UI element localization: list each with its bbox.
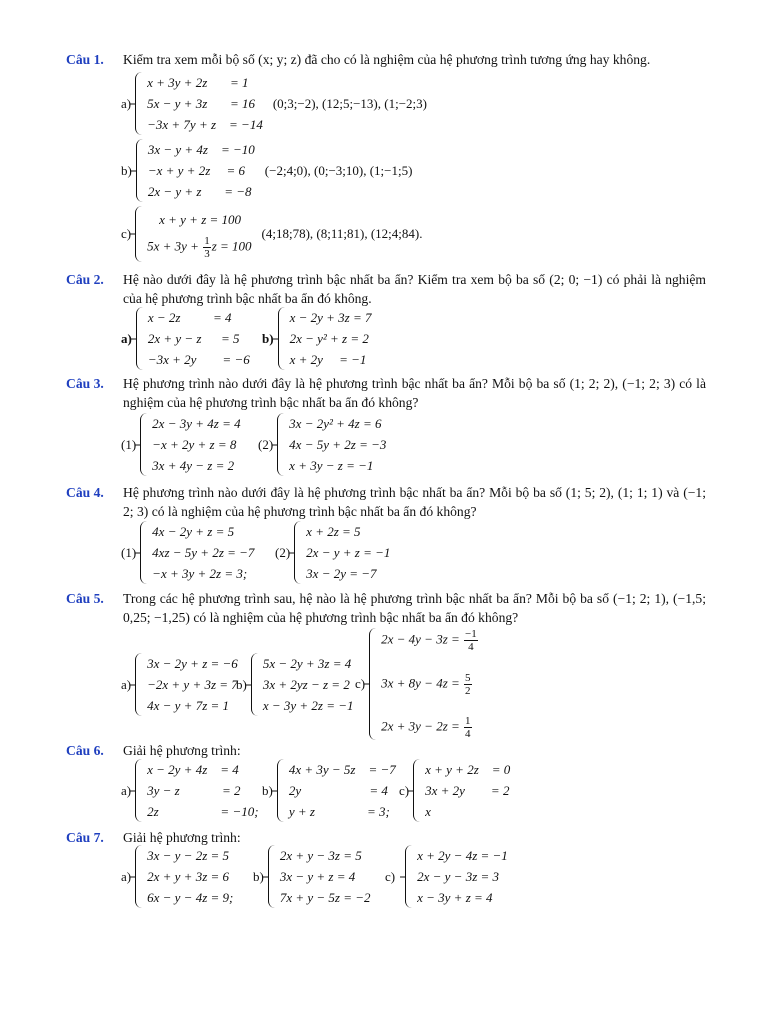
part-label: a) <box>121 676 132 692</box>
question-2 <box>66 270 706 308</box>
q6-part-b <box>262 759 396 822</box>
left-brace <box>135 206 144 262</box>
part-label: a) <box>121 782 132 798</box>
equation: 2x + 3y − 2z = $\frac{1}{4}$ <box>381 715 471 740</box>
left-brace <box>136 139 145 202</box>
equation: 3x − y + 4z = −10 <box>147 142 255 157</box>
equation: x − 2y + 4z = 4 <box>147 762 239 777</box>
equation: −3x + 7y + z = −14 <box>147 117 263 132</box>
left-brace <box>268 845 277 908</box>
part-label: c) <box>385 868 396 884</box>
part-label: b) <box>253 868 264 884</box>
equation: 2x − 3y + 4z = 4 <box>152 416 241 431</box>
equation: 7x + y − 5z = −2 <box>279 890 371 905</box>
equation-system <box>135 759 258 822</box>
question-label: Câu 1. <box>66 52 104 67</box>
equation: 3x − 2y = −7 <box>306 566 377 581</box>
part-label: (1) <box>121 436 137 452</box>
part-label: b) <box>121 162 132 178</box>
equation: 2x + y + 3z = 6 <box>147 869 230 884</box>
question-label: Câu 3. <box>66 376 104 391</box>
equation-system <box>413 759 510 822</box>
equation: 3x − 2y² + 4z = 6 <box>289 416 382 431</box>
fraction: $\frac{-1}{4}$ <box>465 628 477 653</box>
question-3 <box>66 374 706 412</box>
q6-part-a <box>121 759 259 822</box>
fraction: $\frac{5}{2}$ <box>465 671 471 697</box>
equation: x + y + 2z = 0 <box>425 762 511 777</box>
q1-part-b <box>121 139 412 202</box>
equation: 2x − y + z = −1 <box>306 545 391 560</box>
equation: −x + 2y + z = 8 <box>152 437 237 452</box>
part-label: c) <box>399 782 410 798</box>
question-label: Câu 4. <box>66 485 104 500</box>
equation: x − 2z = 4 <box>147 310 232 325</box>
q5-part-c <box>355 628 479 740</box>
equation: x + 2y − 4z = −1 <box>417 848 508 863</box>
part-label: (2) <box>258 436 274 452</box>
equation: 3x − 2y + z = −6 <box>147 656 238 671</box>
fraction: $\frac{1}{3}$ <box>204 234 210 260</box>
left-brace <box>135 759 144 822</box>
part-label: b) <box>262 782 273 798</box>
equation-system <box>136 139 255 202</box>
equation: 3x + 8y − 4z = $\frac{5}{2}$ <box>381 671 471 697</box>
equation: −x + y + 2z = 6 <box>147 163 246 178</box>
part-label: b) <box>236 676 247 692</box>
left-brace <box>140 521 149 584</box>
left-brace <box>277 413 286 476</box>
equation-system <box>136 307 250 370</box>
q5-part-a <box>121 653 238 716</box>
question-label: Câu 2. <box>66 272 104 287</box>
equation: −x + 3y + 2z = 3; <box>152 566 248 581</box>
equation: 4x − 5y + 2z = −3 <box>289 437 387 452</box>
part-label: a) <box>121 95 132 111</box>
question-text: Hệ phương trình nào dưới đây là hệ phương trình bậc nhất ba ẩn? Mỗi bộ ba số (1; 5; 2), (1; 1; 1) và (−1; 2; 3) có là nghiệm của hệ phương trình bậc nhất ba ẩn đó không? <box>123 485 706 519</box>
question-text: Giải hệ phương trình: <box>123 743 241 758</box>
question-label: Câu 5. <box>66 591 104 606</box>
equation-system <box>277 759 396 822</box>
q4-system-2 <box>275 521 390 584</box>
left-brace <box>140 413 149 476</box>
equation: x + y + z = 100 <box>159 211 242 227</box>
candidate-points: (0;3;−2), (12;5;−13), (1;−2;3) <box>272 95 427 111</box>
q2-part-a <box>121 307 250 370</box>
q2-part-b <box>262 307 371 370</box>
equation-system <box>369 628 479 740</box>
equation: 2x − y² + z = 2 <box>289 331 369 346</box>
part-label: a) <box>121 868 132 884</box>
question-text: Trong các hệ phương trình sau, hệ nào là hệ phương trình bậc nhất ba ẩn? Mỗi bộ ba số (−1; 2; 1), (−1,5; 0,25; −1,25) có là nghiệm của hệ phương trình bậc nhất ba ẩn đó không? <box>123 591 706 625</box>
equation: 4xz − 5y + 2z = −7 <box>152 545 255 560</box>
equation: 2x + y − 3z = 5 <box>279 848 362 863</box>
equation: x <box>425 804 431 819</box>
part-label: c) <box>121 226 132 241</box>
part-label: (1) <box>121 544 137 560</box>
question-text: Hệ phương trình nào dưới đây là hệ phương trình bậc nhất ba ẩn? Mỗi bộ ba số (1; 2; 2), (−1; 2; 3) có là nghiệm của hệ phương trình bậc nhất ba ẩn đó không? <box>123 376 706 410</box>
q5-part-b <box>236 653 354 716</box>
equation: 4x + 3y − 5z = −7 <box>288 762 396 777</box>
part-label: (2) <box>275 544 291 560</box>
equation: 2z = −10; <box>147 804 259 819</box>
q7-part-b <box>253 845 371 908</box>
equation-system <box>251 653 354 716</box>
equation: 2x − y − 3z = 3 <box>417 869 500 884</box>
equation: x − 3y + 2z = −1 <box>262 698 354 713</box>
left-brace <box>136 307 145 370</box>
equation: 4x − y + 7z = 1 <box>147 698 230 713</box>
left-brace <box>413 759 422 822</box>
equation-system <box>405 845 508 908</box>
equation: x + 2y = −1 <box>289 352 367 367</box>
equation: 3x + 2yz − z = 2 <box>262 677 350 692</box>
equation: −2x + y + 3z = 7 <box>147 677 238 692</box>
equation-system <box>140 521 254 584</box>
candidate-points: (−2;4;0), (0;−3;10), (1;−1;5) <box>264 162 413 178</box>
left-brace <box>278 307 287 370</box>
equation: x − 2y + 3z = 7 <box>289 310 372 325</box>
equation: x + 3y − z = −1 <box>289 458 374 473</box>
left-brace <box>277 759 286 822</box>
equation: 5x − 2y + 3z = 4 <box>262 656 352 671</box>
equation-system <box>135 206 251 262</box>
equation-system <box>135 653 238 716</box>
q1-part-c <box>121 206 422 262</box>
equation-system <box>294 521 390 584</box>
equation: 2y = 4 <box>288 783 388 798</box>
question-text: Giải hệ phương trình: <box>123 830 241 845</box>
part-label: a) <box>121 330 132 346</box>
equation: 3x − y − 2z = 5 <box>147 848 230 863</box>
equation: 3y − z = 2 <box>147 783 241 798</box>
q1-part-a <box>121 72 427 135</box>
equation-system <box>278 307 372 370</box>
equation: x − 3y + z = 4 <box>417 890 493 905</box>
part-label: b) <box>262 330 274 346</box>
question-4 <box>66 483 706 521</box>
left-brace <box>294 521 303 584</box>
equation-system <box>268 845 371 908</box>
q3-system-1 <box>121 413 241 476</box>
equation: 3x − y + z = 4 <box>279 869 356 884</box>
question-5 <box>66 589 706 627</box>
left-brace <box>135 653 144 716</box>
equation: 5x + 3y + $\frac{1}{3}$ z = 100 <box>147 234 252 260</box>
equation-system <box>135 72 263 135</box>
left-brace <box>369 628 378 740</box>
equation-system <box>140 413 240 476</box>
question-label: Câu 7. <box>66 830 104 845</box>
q3-system-2 <box>258 413 386 476</box>
candidate-points: (4;18;78), (8;11;81), (12;4;84). <box>261 226 423 241</box>
q7-part-a <box>121 845 233 908</box>
equation: 2x + y − z = 5 <box>147 331 240 346</box>
question-6 <box>66 741 706 760</box>
left-brace <box>405 845 414 908</box>
q7-part-c <box>385 845 508 908</box>
equation: −3x + 2y = −6 <box>147 352 250 367</box>
question-text: Hệ nào dưới đây là hệ phương trình bậc nhất ba ẩn? Kiểm tra xem bộ ba số (2; 0; −1) có phải là nghiệm của hệ phương trình bậc nhất ba ẩn đó không. <box>123 272 706 306</box>
equation: x + 2z = 5 <box>306 524 361 539</box>
q4-system-1 <box>121 521 254 584</box>
q6-part-c <box>399 759 510 822</box>
equation: 3x + 2y = 2 <box>425 783 510 798</box>
question-label: Câu 6. <box>66 743 104 758</box>
equation-system <box>277 413 386 476</box>
left-brace <box>135 845 144 908</box>
part-label: c) <box>355 676 366 691</box>
fraction: $\frac{1}{4}$ <box>465 715 471 740</box>
question-1 <box>66 50 706 69</box>
equation: 3x + 4y − z = 2 <box>152 458 235 473</box>
left-brace <box>135 72 144 135</box>
equation: 2x − 4y − 3z = $\frac{-1}{4}$ <box>381 628 477 653</box>
question-text: Kiểm tra xem mỗi bộ số (x; y; z) đã cho có là nghiệm của hệ phương trình tương ứng hay không. <box>123 52 651 67</box>
equation-system <box>135 845 233 908</box>
equation: 6x − y − 4z = 9; <box>147 890 234 905</box>
equation: 5x − y + 3z = 16 <box>147 96 256 111</box>
equation: 2x − y + z = −8 <box>147 184 252 199</box>
equation: x + 3y + 2z = 1 <box>147 75 249 90</box>
equation: y + z = 3; <box>288 804 390 819</box>
equation: 4x − 2y + z = 5 <box>152 524 235 539</box>
left-brace <box>251 653 260 716</box>
